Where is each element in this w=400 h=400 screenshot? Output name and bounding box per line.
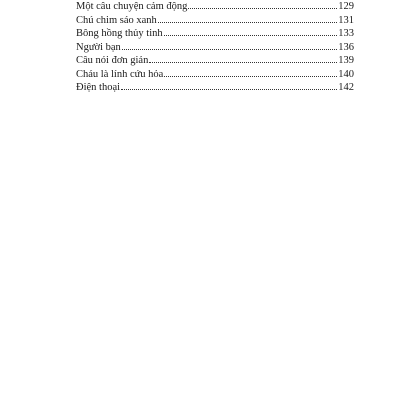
toc-entry-page-number: 131 — [338, 14, 354, 26]
toc-entry-title: Bông hồng thủy tinh — [76, 28, 163, 39]
toc-dot-leader — [122, 49, 337, 50]
toc-entry-page-number: 129 — [338, 1, 354, 12]
toc-entry[interactable] — [76, 27, 354, 41]
toc-dot-leader — [121, 89, 337, 90]
toc-entry-title: Câu nói đơn giản — [76, 55, 149, 66]
toc-entry-title: Cháu là lính cứu hỏa — [76, 68, 164, 80]
toc-dot-leader — [164, 76, 337, 77]
toc-entry-title: Một câu chuyện cảm động — [76, 1, 188, 12]
toc-entry-page-number: 139 — [338, 55, 354, 66]
toc-dot-leader — [158, 22, 337, 23]
toc-entry-page-number: 142 — [338, 82, 354, 93]
toc-entry[interactable] — [76, 54, 354, 68]
toc-entry[interactable] — [76, 14, 354, 28]
table-of-contents — [76, 0, 354, 95]
toc-dot-leader — [164, 35, 338, 36]
toc-entry-title: Người bạn — [76, 41, 121, 53]
toc-entry-page-number: 133 — [338, 28, 354, 39]
toc-entry[interactable] — [76, 68, 354, 82]
toc-entry-title: Điện thoại — [76, 82, 121, 93]
toc-entry[interactable] — [76, 41, 354, 55]
toc-dot-leader — [149, 62, 337, 63]
toc-entry[interactable] — [76, 81, 354, 95]
toc-entry-page-number: 140 — [338, 68, 354, 80]
toc-entry[interactable] — [76, 0, 354, 14]
toc-dot-leader — [188, 8, 337, 9]
toc-entry-title: Chú chim sáo xanh — [76, 14, 157, 26]
toc-entry-page-number: 136 — [338, 41, 354, 53]
